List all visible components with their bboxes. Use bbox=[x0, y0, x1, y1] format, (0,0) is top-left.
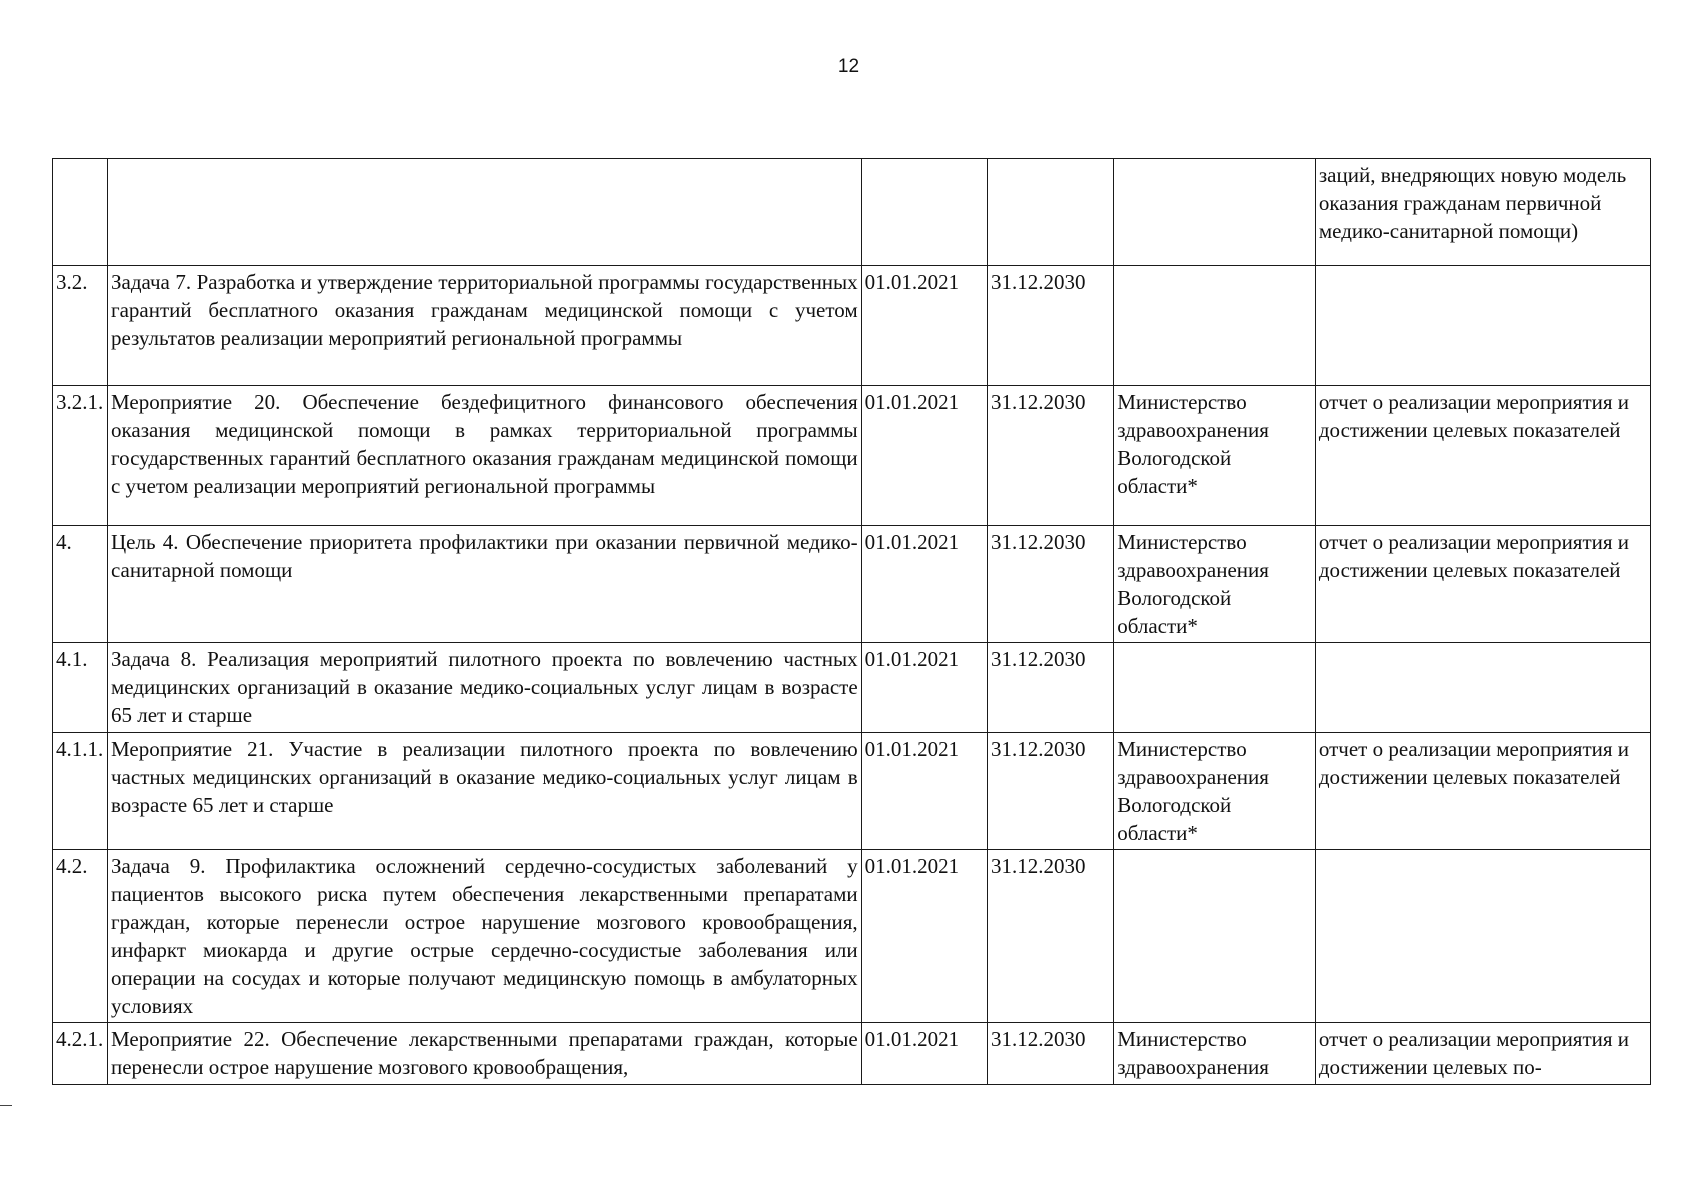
cell-number: 4.1. bbox=[53, 643, 108, 733]
margin-tick-mark bbox=[0, 1105, 12, 1106]
table-row bbox=[53, 386, 1651, 526]
cell-name bbox=[107, 159, 861, 266]
cell-end-date: 31.12.2030 bbox=[987, 850, 1113, 1023]
cell-end-date: 31.12.2030 bbox=[987, 266, 1113, 386]
measures-table bbox=[52, 158, 1651, 1085]
cell-result bbox=[1315, 850, 1650, 1023]
cell-executor bbox=[1114, 266, 1316, 386]
cell-executor bbox=[1114, 159, 1316, 266]
cell-end-date: 31.12.2030 bbox=[987, 386, 1113, 526]
cell-start-date: 01.01.2021 bbox=[861, 850, 987, 1023]
cell-result bbox=[1315, 266, 1650, 386]
cell-number: 3.2. bbox=[53, 266, 108, 386]
table-row bbox=[53, 1023, 1651, 1085]
cell-result: заций, внедряющих новую модель оказания гражданам первичной медико-санитарной помощи) bbox=[1315, 159, 1650, 266]
page-number: 12 bbox=[837, 56, 860, 77]
cell-start-date: 01.01.2021 bbox=[861, 1023, 987, 1085]
cell-start-date: 01.01.2021 bbox=[861, 266, 987, 386]
cell-executor bbox=[1114, 643, 1316, 733]
cell-end-date: 31.12.2030 bbox=[987, 1023, 1113, 1085]
cell-start-date: 01.01.2021 bbox=[861, 733, 987, 850]
cell-name: Задача 7. Разработка и утверждение территориальной программы государственных гарантий бесплатного оказания гражданам медицинской помощи с учетом результатов реализации мероприятий региональной программы bbox=[107, 266, 861, 386]
cell-number: 4.2.1. bbox=[53, 1023, 108, 1085]
cell-name: Цель 4. Обеспечение приоритета профилактики при оказании первичной медико-санитарной помощи bbox=[107, 526, 861, 643]
table-row bbox=[53, 159, 1651, 266]
cell-name: Мероприятие 21. Участие в реализации пилотного проекта по вовлечению частных медицинских организаций в оказание медико-социальных услуг лицам в возрасте 65 лет и старше bbox=[107, 733, 861, 850]
cell-name: Мероприятие 22. Обеспечение лекарственными препаратами граждан, которые перенесли острое нарушение мозгового кровообращения, bbox=[107, 1023, 861, 1085]
cell-name: Задача 9. Профилактика осложнений сердечно-сосудистых заболеваний у пациентов высокого риска путем обеспечения лекарственными препаратами граждан, которые перенесли острое нарушение мозгового кровообращения, инфаркт миокарда и другие острые сердечно-сосудистые заболевания или операции на сосудах и которые получают медицинскую помощь в амбулаторных условиях bbox=[107, 850, 861, 1023]
cell-start-date: 01.01.2021 bbox=[861, 526, 987, 643]
cell-end-date: 31.12.2030 bbox=[987, 733, 1113, 850]
cell-number: 4. bbox=[53, 526, 108, 643]
cell-start-date bbox=[861, 159, 987, 266]
cell-result: отчет о реализации мероприятия и достижении целевых показателей bbox=[1315, 386, 1650, 526]
cell-executor bbox=[1114, 850, 1316, 1023]
cell-number bbox=[53, 159, 108, 266]
cell-start-date: 01.01.2021 bbox=[861, 643, 987, 733]
cell-number: 3.2.1. bbox=[53, 386, 108, 526]
table-row bbox=[53, 850, 1651, 1023]
cell-number: 4.1.1. bbox=[53, 733, 108, 850]
cell-result: отчет о реализации мероприятия и достижении целевых показателей bbox=[1315, 733, 1650, 850]
cell-executor: Министерство здравоохранения Вологодской области* bbox=[1114, 733, 1316, 850]
cell-name: Задача 8. Реализация мероприятий пилотного проекта по вовлечению частных медицинских организаций в оказание медико-социальных услуг лицам в возрасте 65 лет и старше bbox=[107, 643, 861, 733]
cell-result: отчет о реализации мероприятия и достижении целевых показателей bbox=[1315, 526, 1650, 643]
cell-end-date bbox=[987, 159, 1113, 266]
cell-executor: Министерство здравоохранения Вологодской области* bbox=[1114, 386, 1316, 526]
cell-end-date: 31.12.2030 bbox=[987, 643, 1113, 733]
table-row bbox=[53, 733, 1651, 850]
cell-name: Мероприятие 20. Обеспечение бездефицитного финансового обеспечения оказания медицинской помощи в рамках территориальной программы государственных гарантий бесплатного оказания гражданам медицинской помощи с учетом реализации мероприятий региональной программы bbox=[107, 386, 861, 526]
cell-result: отчет о реализации мероприятия и достижении целевых по- bbox=[1315, 1023, 1650, 1085]
table-row bbox=[53, 266, 1651, 386]
cell-number: 4.2. bbox=[53, 850, 108, 1023]
table-row bbox=[53, 643, 1651, 733]
cell-end-date: 31.12.2030 bbox=[987, 526, 1113, 643]
cell-executor: Министерство здравоохранения Вологодской области* bbox=[1114, 526, 1316, 643]
cell-start-date: 01.01.2021 bbox=[861, 386, 987, 526]
cell-executor: Министерство здравоохранения bbox=[1114, 1023, 1316, 1085]
cell-result bbox=[1315, 643, 1650, 733]
table-row bbox=[53, 526, 1651, 643]
